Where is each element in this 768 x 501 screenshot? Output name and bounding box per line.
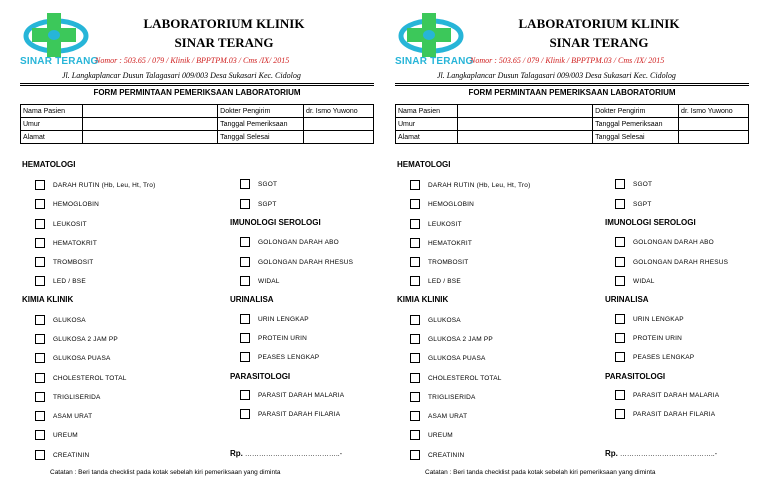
test-label: TROMBOSIT <box>428 258 469 266</box>
test-label: PROTEIN URIN <box>633 334 682 342</box>
header-divider <box>395 83 749 84</box>
checkbox[interactable] <box>35 276 45 286</box>
checkbox[interactable] <box>35 353 45 363</box>
price-label: Rp. <box>230 449 243 458</box>
test-label: HEMATOKRIT <box>53 239 98 247</box>
patient-info-table <box>20 104 374 144</box>
checkbox[interactable] <box>35 180 45 190</box>
test-item[interactable] <box>410 178 530 192</box>
lab-request-form-left <box>4 0 380 501</box>
checkbox[interactable] <box>410 334 420 344</box>
test-item[interactable] <box>410 409 467 423</box>
exam-date-field[interactable] <box>304 118 374 131</box>
test-label: PROTEIN URIN <box>258 334 307 342</box>
test-label: SGPT <box>633 200 652 208</box>
checkbox[interactable] <box>615 179 625 189</box>
test-item[interactable] <box>615 177 652 191</box>
test-item[interactable] <box>615 255 728 269</box>
test-label: WIDAL <box>633 277 655 285</box>
exam-date-label: Tanggal Pemeriksaan <box>218 118 304 131</box>
test-item[interactable] <box>35 332 118 346</box>
header-divider <box>20 83 374 84</box>
test-label: DARAH RUTIN (Hb, Leu, Ht, Tro) <box>53 181 156 189</box>
address-field[interactable] <box>82 131 217 144</box>
lab-title: LABORATORIUM KLINIK <box>143 16 305 31</box>
test-item[interactable] <box>35 409 92 423</box>
test-label: GLUKOSA 2 JAM PP <box>53 335 118 343</box>
referring-doctor-label: Dokter Pengirim <box>218 105 304 118</box>
test-label: GOLONGAN DARAH RHESUS <box>633 258 729 266</box>
patient-name-label: Nama Pasien <box>21 105 83 118</box>
test-item[interactable] <box>240 407 340 421</box>
test-item[interactable] <box>240 255 353 269</box>
test-label: GOLONGAN DARAH RHESUS <box>258 258 354 266</box>
test-item[interactable] <box>615 274 655 288</box>
test-item[interactable] <box>615 235 714 249</box>
test-label: PARASIT DARAH FILARIA <box>633 410 716 418</box>
age-field[interactable] <box>82 118 217 131</box>
test-item[interactable] <box>410 274 461 288</box>
section-kimia-klinik: KIMIA KLINIK <box>397 295 449 304</box>
section-urinalisa: URINALISA <box>605 295 649 304</box>
test-item[interactable] <box>615 407 715 421</box>
test-item[interactable] <box>35 178 155 192</box>
completion-date-field[interactable] <box>304 131 374 144</box>
form-title: FORM PERMINTAAN PEMERIKSAAN LABORATORIUM <box>468 88 676 97</box>
checkbox[interactable] <box>410 430 420 440</box>
checkbox[interactable] <box>35 334 45 344</box>
test-label: PARASIT DARAH MALARIA <box>633 391 720 399</box>
lab-title: LABORATORIUM KLINIK <box>518 16 680 31</box>
test-label: LED / BSE <box>428 277 461 285</box>
test-label: HEMOGLOBIN <box>53 200 100 208</box>
test-item[interactable] <box>410 390 476 404</box>
checkbox[interactable] <box>615 257 625 267</box>
checkbox[interactable] <box>35 411 45 421</box>
header-divider <box>395 85 749 86</box>
test-item[interactable] <box>615 350 694 364</box>
checkbox[interactable] <box>240 314 250 324</box>
exam-date-field[interactable] <box>679 118 749 131</box>
test-label: URIN LENGKAP <box>633 315 684 323</box>
test-item[interactable] <box>35 428 78 442</box>
test-item[interactable] <box>240 331 307 345</box>
test-item[interactable] <box>35 371 127 385</box>
test-item[interactable] <box>35 390 101 404</box>
checkbox[interactable] <box>615 390 625 400</box>
price-blank: …………………………………..- <box>619 451 718 458</box>
test-label: CREATININ <box>428 451 465 459</box>
test-label: PARASIT DARAH FILARIA <box>258 410 341 418</box>
test-label: SGPT <box>258 200 277 208</box>
test-item[interactable] <box>410 371 502 385</box>
checkbox[interactable] <box>410 315 420 325</box>
checkbox[interactable] <box>615 237 625 247</box>
test-item[interactable] <box>35 313 86 327</box>
address-field[interactable] <box>457 131 592 144</box>
test-label: UREUM <box>428 431 453 439</box>
logo-wordmark: SINAR TERANG <box>395 56 474 67</box>
checkbox[interactable] <box>240 179 250 189</box>
checkbox[interactable] <box>240 237 250 247</box>
test-label: GLUKOSA <box>53 316 86 324</box>
checkbox[interactable] <box>35 199 45 209</box>
checkbox[interactable] <box>240 390 250 400</box>
test-label: PEASES LENGKAP <box>258 353 320 361</box>
lab-name: SINAR TERANG <box>549 35 649 50</box>
checkbox[interactable] <box>410 257 420 267</box>
section-hematologi: HEMATOLOGI <box>22 160 76 169</box>
test-item[interactable] <box>240 274 280 288</box>
completion-date-field[interactable] <box>679 131 749 144</box>
test-label: GLUKOSA 2 JAM PP <box>428 335 493 343</box>
checkbox[interactable] <box>240 199 250 209</box>
section-imunologi-serologi: IMUNOLOGI SEROLOGI <box>605 218 696 227</box>
checkbox[interactable] <box>35 219 45 229</box>
test-item[interactable] <box>240 388 344 402</box>
checkbox[interactable] <box>410 276 420 286</box>
checkbox[interactable] <box>240 333 250 343</box>
lab-name: SINAR TERANG <box>174 35 274 50</box>
test-item[interactable] <box>615 197 652 211</box>
checkbox[interactable] <box>410 392 420 402</box>
test-item[interactable] <box>35 197 99 211</box>
checkbox[interactable] <box>35 257 45 267</box>
patient-info-table <box>395 104 749 144</box>
test-label: URIN LENGKAP <box>258 315 309 323</box>
checkbox[interactable] <box>615 314 625 324</box>
checkbox[interactable] <box>410 238 420 248</box>
test-label: GLUKOSA PUASA <box>53 354 111 362</box>
checkbox[interactable] <box>615 352 625 362</box>
age-field[interactable] <box>457 118 592 131</box>
test-label: GLUKOSA PUASA <box>428 354 486 362</box>
test-label: ASAM URAT <box>428 412 468 420</box>
test-item[interactable] <box>35 448 89 462</box>
completion-date-label: Tanggal Selesai <box>218 131 304 144</box>
address-label: Alamat <box>21 131 83 144</box>
license-number: Nomor : 503.65 / 079 / Klinik / BPPTPM.03 / Cms /IX/ 2015 <box>470 56 665 65</box>
price-field[interactable] <box>605 449 717 458</box>
checkbox[interactable] <box>35 315 45 325</box>
checkbox[interactable] <box>240 352 250 362</box>
checkbox[interactable] <box>240 276 250 286</box>
checkbox[interactable] <box>240 409 250 419</box>
test-item[interactable] <box>35 255 93 269</box>
form-title: FORM PERMINTAAN PEMERIKSAAN LABORATORIUM <box>93 88 301 97</box>
test-label: CHOLESTEROL TOTAL <box>53 374 127 382</box>
checkbox[interactable] <box>615 409 625 419</box>
test-label: HEMOGLOBIN <box>428 200 475 208</box>
checkbox[interactable] <box>615 276 625 286</box>
checkbox[interactable] <box>410 411 420 421</box>
test-label: TROMBOSIT <box>53 258 94 266</box>
checkbox[interactable] <box>35 430 45 440</box>
checkbox[interactable] <box>410 450 420 460</box>
test-item[interactable] <box>410 332 493 346</box>
section-parasitologi: PARASITOLOGI <box>230 372 291 381</box>
test-item[interactable] <box>240 197 277 211</box>
license-number: Nomor : 503.65 / 079 / Klinik / BPPTPM.03 / Cms /IX/ 2015 <box>95 56 290 65</box>
test-label: CREATININ <box>53 451 90 459</box>
lab-request-form-right <box>379 0 755 501</box>
logo-wordmark: SINAR TERANG <box>20 56 99 67</box>
test-item[interactable] <box>410 428 453 442</box>
checkbox[interactable] <box>35 373 45 383</box>
referring-doctor-value: dr. Ismo Yuwono <box>679 105 749 118</box>
test-label: LEUKOSIT <box>428 220 462 228</box>
checkbox[interactable] <box>410 199 420 209</box>
test-label: PARASIT DARAH MALARIA <box>258 391 345 399</box>
checkbox[interactable] <box>410 180 420 190</box>
test-label: TRIGLISERIDA <box>53 393 101 401</box>
price-field[interactable] <box>230 449 342 458</box>
checkbox[interactable] <box>410 373 420 383</box>
checkbox[interactable] <box>240 257 250 267</box>
checkbox[interactable] <box>410 353 420 363</box>
test-label: GOLONGAN DARAH ABO <box>258 238 339 246</box>
address-label: Alamat <box>396 131 458 144</box>
header-divider <box>20 85 374 86</box>
checkbox[interactable] <box>615 333 625 343</box>
age-label: Umur <box>396 118 458 131</box>
test-item[interactable] <box>615 331 682 345</box>
section-kimia-klinik: KIMIA KLINIK <box>22 295 74 304</box>
test-item[interactable] <box>410 313 461 327</box>
completion-date-label: Tanggal Selesai <box>593 131 679 144</box>
test-item[interactable] <box>410 255 468 269</box>
test-item[interactable] <box>35 217 87 231</box>
test-item[interactable] <box>410 236 472 250</box>
test-item[interactable] <box>410 217 462 231</box>
test-item[interactable] <box>35 351 111 365</box>
test-label: CHOLESTEROL TOTAL <box>428 374 502 382</box>
exam-date-label: Tanggal Pemeriksaan <box>593 118 679 131</box>
referring-doctor-value: dr. Ismo Yuwono <box>304 105 374 118</box>
test-label: HEMATOKRIT <box>428 239 473 247</box>
age-label: Umur <box>21 118 83 131</box>
checkbox[interactable] <box>35 392 45 402</box>
test-label: DARAH RUTIN (Hb, Leu, Ht, Tro) <box>428 181 531 189</box>
checkbox[interactable] <box>35 238 45 248</box>
test-label: LED / BSE <box>53 277 86 285</box>
test-item[interactable] <box>615 312 684 326</box>
test-item[interactable] <box>410 197 474 211</box>
test-item[interactable] <box>240 312 309 326</box>
test-item[interactable] <box>240 235 339 249</box>
test-label: WIDAL <box>258 277 280 285</box>
checkbox[interactable] <box>615 199 625 209</box>
test-item[interactable] <box>240 177 277 191</box>
test-label: PEASES LENGKAP <box>633 353 695 361</box>
test-label: UREUM <box>53 431 78 439</box>
test-label: SGOT <box>633 180 653 188</box>
test-label: LEUKOSIT <box>53 220 87 228</box>
test-label: GLUKOSA <box>428 316 461 324</box>
price-blank: …………………………………..- <box>244 451 343 458</box>
address: Jl. Langkaplancar Dusun Talagasari 009/003 Desa Sukasari Kec. Cidolog <box>437 71 676 80</box>
test-item[interactable] <box>35 274 86 288</box>
checkbox[interactable] <box>35 450 45 460</box>
test-label: TRIGLISERIDA <box>428 393 476 401</box>
section-imunologi-serologi: IMUNOLOGI SEROLOGI <box>230 218 321 227</box>
instruction-note: Catatan : Beri tanda checklist pada kotak sebelah kiri pemeriksaan yang diminta <box>50 469 281 476</box>
test-label: ASAM URAT <box>53 412 93 420</box>
patient-name-field[interactable] <box>457 105 592 118</box>
patient-name-field[interactable] <box>82 105 217 118</box>
test-item[interactable] <box>615 388 719 402</box>
section-hematologi: HEMATOLOGI <box>397 160 451 169</box>
test-item[interactable] <box>410 351 486 365</box>
price-label: Rp. <box>605 449 618 458</box>
test-item[interactable] <box>240 350 319 364</box>
patient-name-label: Nama Pasien <box>396 105 458 118</box>
test-label: SGOT <box>258 180 278 188</box>
address: Jl. Langkaplancar Dusun Talagasari 009/003 Desa Sukasari Kec. Cidolog <box>62 71 301 80</box>
test-label: GOLONGAN DARAH ABO <box>633 238 714 246</box>
section-urinalisa: URINALISA <box>230 295 274 304</box>
test-item[interactable] <box>35 236 97 250</box>
checkbox[interactable] <box>410 219 420 229</box>
section-parasitologi: PARASITOLOGI <box>605 372 666 381</box>
instruction-note: Catatan : Beri tanda checklist pada kotak sebelah kiri pemeriksaan yang diminta <box>425 469 656 476</box>
referring-doctor-label: Dokter Pengirim <box>593 105 679 118</box>
test-item[interactable] <box>410 448 464 462</box>
